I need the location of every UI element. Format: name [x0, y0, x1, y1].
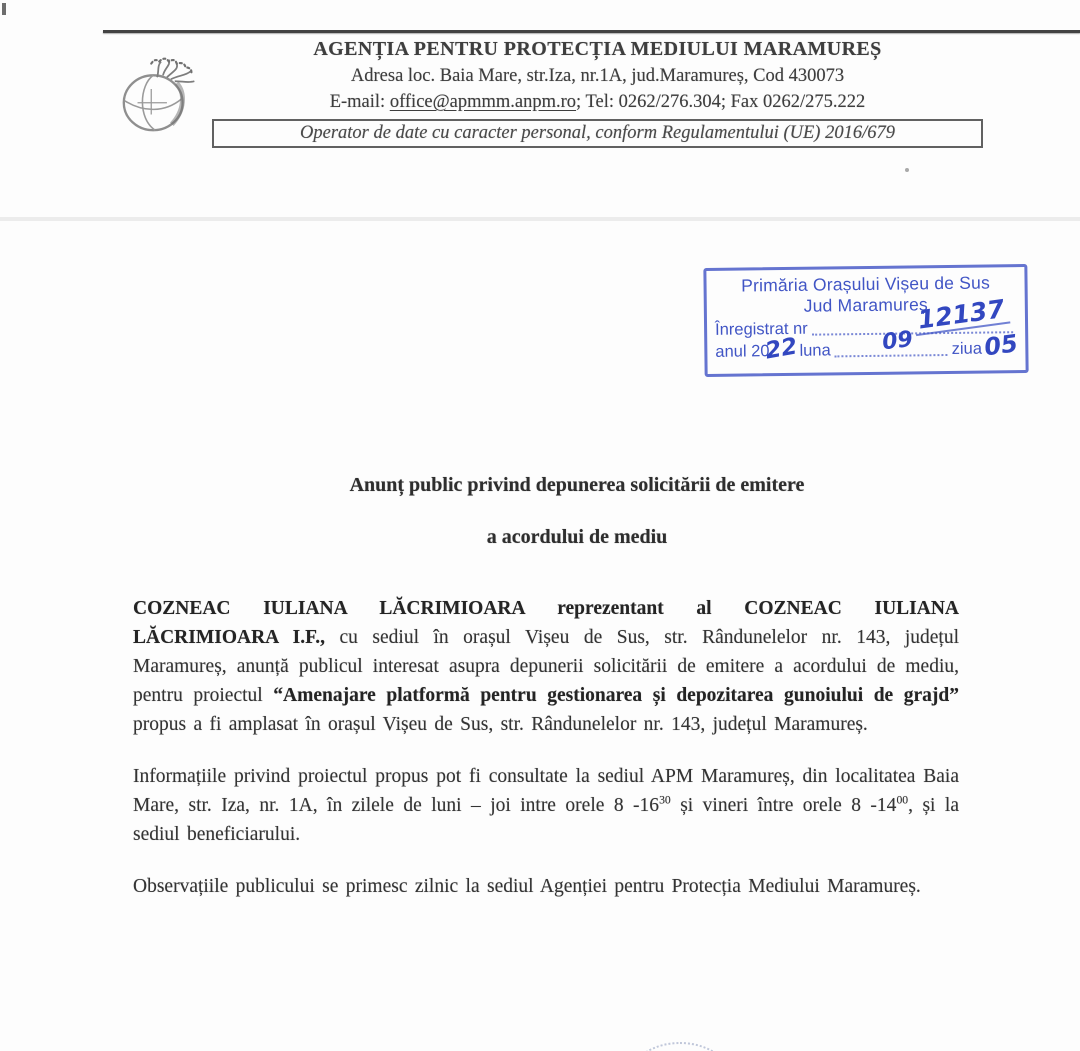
letterhead-text [210, 38, 985, 148]
registration-stamp [703, 264, 1028, 377]
agency-contact-line [210, 92, 985, 113]
stamp-month-label: luna [799, 341, 831, 360]
agency-address: Adresa loc. Baia Mare, str.Iza, nr.1A, jud.Maramureș, Cod 430073 [350, 66, 845, 86]
title-line-1: Anunț public privind depunerea solicitării de emitere [349, 474, 805, 496]
consultation-text-3: , și la sediul beneficiarului. [133, 795, 959, 845]
paragraph-observations: Observațiile publicului se primesc zilnic la sediul Agenției pentru Protecția Mediului Maramureș. [133, 876, 921, 897]
project-location-text: propus a fi amplasat în orașul Vișeu de Sus, str. Rândunelelor nr. 143, județul Maramureș. [133, 714, 868, 735]
paragraph-consultation [133, 762, 959, 849]
consultation-text-2: și vineri între orele 8 -14 [670, 795, 897, 816]
scan-corner-artifact [2, 3, 6, 15]
stamp-county: Jud Maramureș [803, 294, 929, 316]
partial-round-stamp-edge [630, 1042, 730, 1051]
stamp-month-line [835, 326, 948, 357]
agency-globe-tree-logo-icon [114, 42, 212, 140]
handwritten-day: 05 [982, 329, 1020, 362]
announcement-text: cu sediul în orașul Vișeu de Sus, str. Rândunelelor nr. 143, județul Maramureș, anunță publicul interesat asupra depunerii solicitării de emitere a acordului de mediu, pentru proiectul [133, 627, 959, 706]
consultation-text: Informațiile privind proiectul propus pot fi consultate la sediul APM Maramureș, din localitatea Baia Mare, str. Iza, nr. 1A, în zilele de luni – joi intre orele 8 -16 [133, 766, 959, 816]
handwritten-month: 09 [880, 326, 914, 356]
document-body [133, 594, 959, 924]
phone-fax: ; Tel: 0262/276.304; Fax 0262/275.222 [576, 92, 866, 112]
letterhead-top-rule [103, 30, 1080, 33]
handwritten-year: 22 [763, 333, 800, 365]
gdpr-notice-box: Operator de date cu caracter personal, conform Regulamentului (UE) 2016/679 [212, 119, 983, 148]
title-line-2: a acordului de mediu [486, 526, 668, 548]
scan-speck [905, 168, 909, 172]
paragraph-announcement [133, 594, 959, 739]
hours-superscript-1: 30 [659, 793, 671, 807]
agency-email: office@apmmm.anpm.ro [389, 92, 577, 112]
agency-name: AGENȚIA PENTRU PROTECȚIA MEDIULUI MARAMUREȘ [313, 38, 882, 60]
document-title [164, 474, 990, 549]
stamp-institution: Primăria Orașului Vișeu de Sus [741, 272, 991, 296]
stamp-registered-label: Înregistrat nr [714, 319, 808, 339]
applicant-name-bold: COZNEAC IULIANA LĂCRIMIOARA reprezentant al COZNEAC IULIANA LĂCRIMIOARA I.F., [133, 598, 959, 648]
scan-fold-line [0, 217, 1080, 221]
email-label: E-mail: [329, 92, 390, 112]
project-title-bold: “Amenajare platformă pentru gestionarea și depozitarea gunoiului de grajd” [273, 685, 960, 706]
handwritten-registration-number: 12137 [913, 296, 1011, 336]
hours-superscript-2: 00 [896, 793, 909, 807]
stamp-year-label: anul 20 [715, 342, 770, 361]
stamp-day-label: ziua [951, 339, 983, 358]
